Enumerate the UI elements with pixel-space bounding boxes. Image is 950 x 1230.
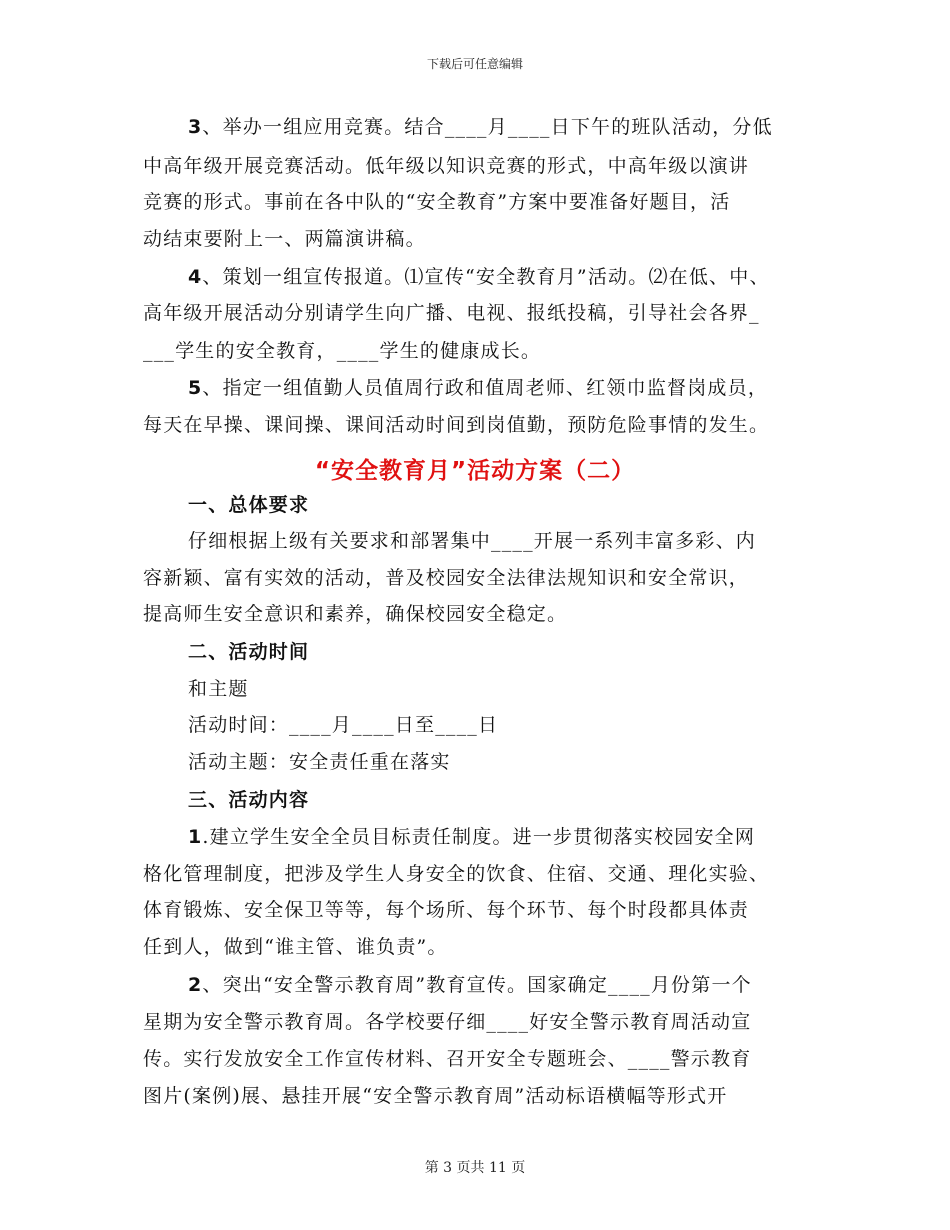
paragraph-line: 仔细根据上级有关要求和部署集中____开展一系列丰富多彩、内 xyxy=(188,530,757,552)
paragraph-line: 4、策划一组宣传报道。⑴宣传“安全教育月”活动。⑵在低、中、 xyxy=(188,266,770,288)
list-number: 2 xyxy=(188,974,203,996)
paragraph-line: 1.建立学生安全全员目标责任制度。进一步贯彻落实校园安全网 xyxy=(188,826,756,848)
paragraph-line: 星期为安全警示教育周。各学校要仔细____好安全警示教育周活动宣 xyxy=(143,1011,752,1033)
list-number: 5 xyxy=(188,377,203,399)
page-footer: 第 3 页共 11 页 xyxy=(424,1160,526,1176)
paragraph-line: 图片(案例)展、悬挂开展“安全警示教育周”活动标语横幅等形式开 xyxy=(143,1085,728,1107)
paragraph-line: 动结束要附上一、两篇演讲稿。 xyxy=(143,228,426,250)
paragraph-line: 5、指定一组值勤人员值周行政和值周老师、红领巾监督岗成员， xyxy=(188,377,769,399)
section-heading: 一、总体要求 xyxy=(188,494,310,516)
paragraph-line: 任到人，做到“谁主管、谁负责”。 xyxy=(143,936,448,958)
paragraph-line: 活动时间：____月____日至____日 xyxy=(188,714,499,736)
paragraph-line: 每天在早操、课间操、课间活动时间到岗值勤，预防危险事情的发生。 xyxy=(143,414,770,436)
paragraph-line: 高年级开展活动分别请学生向广播、电视、报纸投稿，引导社会各界_ xyxy=(143,302,760,324)
section-heading: 二、活动时间 xyxy=(188,641,310,663)
paragraph-line: 容新颖、富有实效的活动，普及校园安全法律法规知识和安全常识， xyxy=(143,567,750,589)
paragraph-line: 和主题 xyxy=(188,678,249,700)
paragraph-line: 提高师生安全意识和素养，确保校园安全稳定。 xyxy=(143,603,568,625)
list-number: 3 xyxy=(188,116,203,138)
paragraph-line: 传。实行发放安全工作宣传材料、召开安全专题班会、____警示教育 xyxy=(143,1048,752,1070)
paragraph-line: 体育锻炼、安全保卫等等，每个场所、每个环节、每个时段都具体责 xyxy=(143,899,750,921)
section-heading: 三、活动内容 xyxy=(188,789,310,811)
header-note: 下载后可任意编辑 xyxy=(426,57,523,71)
paragraph-line: 活动主题：安全责任重在落实 xyxy=(188,751,451,773)
list-number: 4 xyxy=(188,266,203,288)
paragraph-line: 格化管理制度，把涉及学生人身安全的饮食、住宿、交通、理化实验、 xyxy=(143,863,770,885)
paragraph-line: 3、举办一组应用竞赛。结合____月____日下午的班队活动，分低 xyxy=(188,116,773,138)
paragraph-line: 竞赛的形式。事前在各中队的“安全教育”方案中要准备好题目，活 xyxy=(143,191,731,213)
paragraph-line: 中高年级开展竞赛活动。低年级以知识竞赛的形式，中高年级以演讲 xyxy=(143,155,750,177)
paragraph-line: 2、突出“安全警示教育周”教育宣传。国家确定____月份第一个 xyxy=(188,974,752,996)
paragraph-line: ___学生的安全教育，____学生的健康成长。 xyxy=(143,340,542,362)
section-title: “安全教育月”活动方案（二） xyxy=(314,458,636,484)
list-number: 1 xyxy=(188,826,203,848)
